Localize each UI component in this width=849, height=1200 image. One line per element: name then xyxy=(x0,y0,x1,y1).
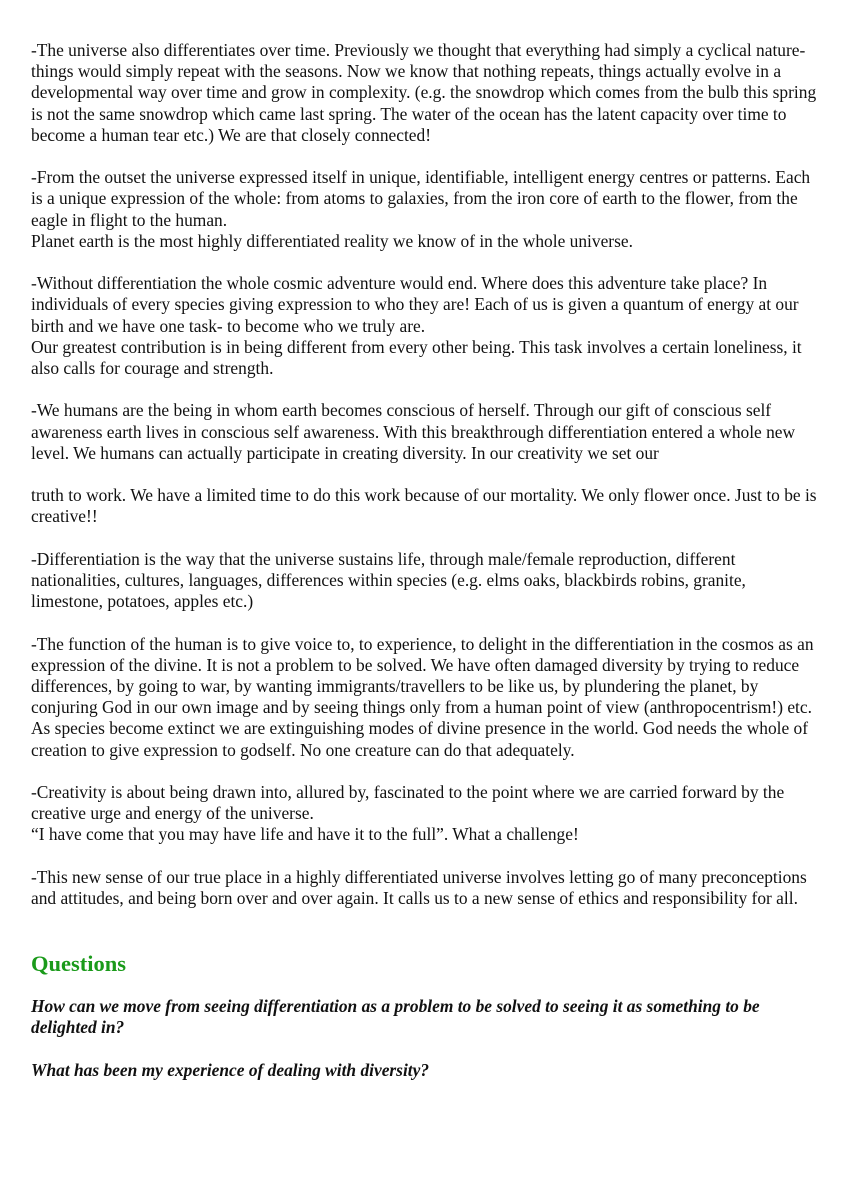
paragraph-line: -We humans are the being in whom earth becomes conscious of herself. Through our gift of conscious self awareness earth lives in conscious self awareness. With this breakthrough differentiation entered a whole new level. We humans can actually participate in creating diversity. In our creativity we set our xyxy=(31,400,796,463)
paragraph-line: -Differentiation is the way that the universe sustains life, through male/female reproduction, different nationalities, cultures, languages, differences within species (e.g. elms oaks, blackbirds robins, granite, limestone, potatoes, apples etc.) xyxy=(31,548,746,612)
body-text xyxy=(31,40,821,909)
paragraph xyxy=(31,273,821,379)
paragraph xyxy=(31,400,821,464)
paragraph-line: Planet earth is the most highly differentiated reality we know of in the whole universe. xyxy=(31,230,633,251)
paragraph xyxy=(31,40,821,146)
paragraph xyxy=(31,634,821,761)
paragraph-line: truth to work. We have a limited time to do this work because of our mortality. We only flower once. Just to be is creative!! xyxy=(31,485,817,527)
question-item: What has been my experience of dealing with diversity? xyxy=(31,1059,430,1080)
paragraph xyxy=(31,167,821,252)
questions-list xyxy=(31,996,821,1081)
paragraph xyxy=(31,549,821,613)
paragraph xyxy=(31,782,821,846)
paragraph-line: “I have come that you may have life and have it to the full”. What a challenge! xyxy=(31,824,579,845)
paragraph-line: -This new sense of our true place in a highly differentiated universe involves letting go of many preconceptions and attitudes, and being born over and over again. It calls us to a new sense of ethics and responsibility for all. xyxy=(31,866,807,908)
document-page xyxy=(31,40,821,1102)
paragraph xyxy=(31,867,821,909)
paragraph xyxy=(31,485,821,527)
question-item: How can we move from seeing differentiation as a problem to be solved to seeing it as something to be delighted in? xyxy=(31,996,760,1038)
paragraph-line: -Creativity is about being drawn into, allured by, fascinated to the point where we are carried forward by the creative urge and energy of the universe. xyxy=(31,782,785,824)
paragraph-line: -The universe also differentiates over time. Previously we thought that everything had simply a cyclical nature- things would simply repeat with the seasons. Now we know that nothing repeats, things actually evolve in a developmental way over time and grow in complexity. (e.g. the snowdrop which comes from the bulb this spring is not the same snowdrop which came last spring. The water of the ocean has the latent capacity over time to become a human tear etc.) We are that closely connected! xyxy=(31,40,817,145)
paragraph-line: -From the outset the universe expressed itself in unique, identifiable, intelligent energy centres or patterns. Each is a unique expression of the whole: from atoms to galaxies, from the iron core of earth to the flower, from the eagle in flight to the human. xyxy=(31,167,811,230)
paragraph-line: -The function of the human is to give voice to, to experience, to delight in the differentiation in the cosmos as an expression of the divine. It is not a problem to be solved. We have often damaged diversity by trying to reduce differences, by going to war, by wanting immigrants/travellers to be like us, by plundering the planet, by conjuring God in our own image and by seeing things only from a human point of view (anthropocentrism!) etc. As species become extinct we are extinguishing modes of divine presence in the world. God needs the whole of creation to give expression to godself. No one creature can do that adequately. xyxy=(31,633,814,760)
paragraph-line: -Without differentiation the whole cosmic adventure would end. Where does this adventure take place? In individuals of every species giving expression to who they are! Each of us is given a quantum of energy at our birth and we have one task- to become who we truly are. xyxy=(31,273,799,336)
questions-heading: Questions xyxy=(31,951,127,977)
paragraph-line: Our greatest contribution is in being different from every other being. This task involves a certain loneliness, it also calls for courage and strength. xyxy=(31,336,802,379)
